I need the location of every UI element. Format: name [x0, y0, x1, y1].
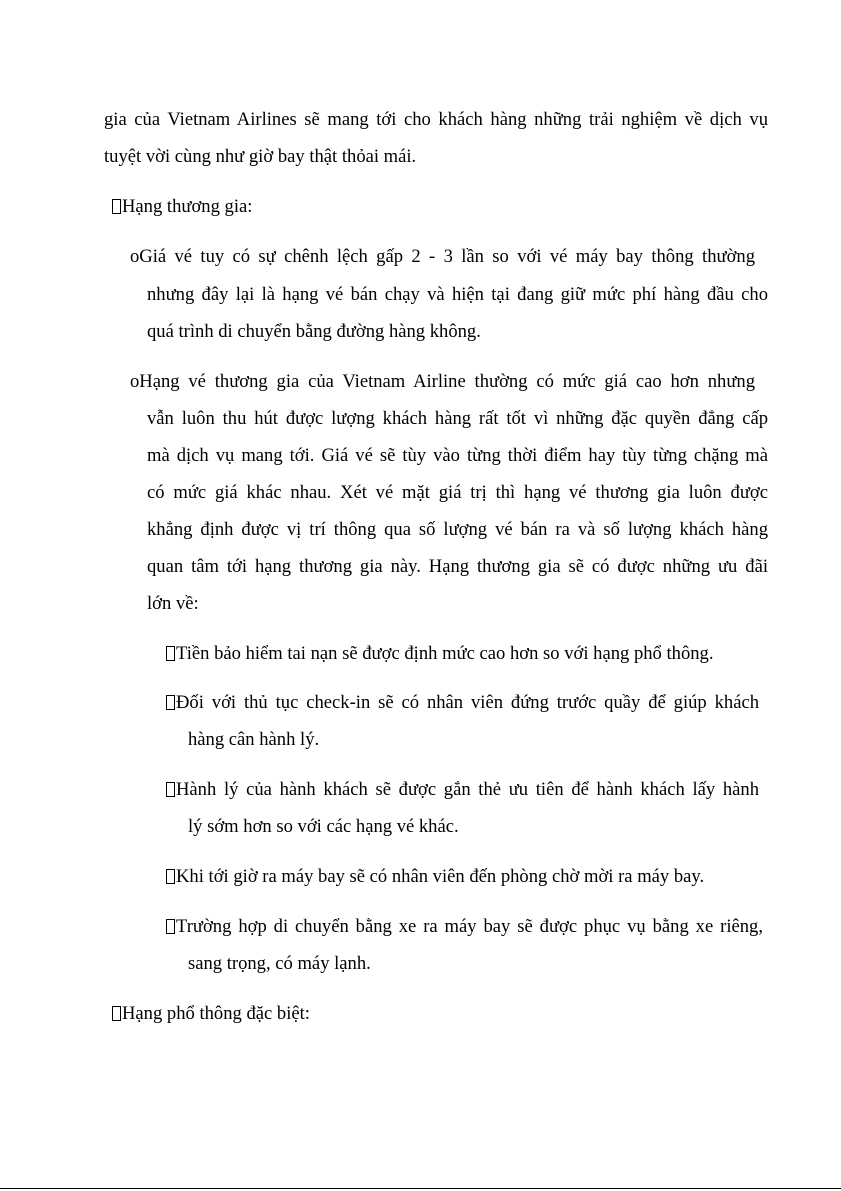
business-heading-text: Hạng thương gia: [122, 196, 253, 217]
benefit-item [166, 916, 763, 938]
bullet-box-icon [166, 869, 175, 884]
list-marker: o [130, 371, 140, 392]
business-p2-line-7: lớn về: [147, 593, 199, 614]
benefit-line-1: Trường hợp di chuyển bằng xe ra máy bay sẽ được phục vụ bằng xe riêng, [176, 916, 763, 937]
business-p1-line-1-text: Giá vé tuy có sự chênh lệch gấp 2 - 3 lần so với vé máy bay thông thường [139, 246, 755, 267]
intro-line-2: tuyệt vời cùng như giờ bay thật thỏai mái. [104, 146, 417, 167]
benefit-line-1: Đối với thủ tục check-in sẽ có nhân viên đứng trước quầy để giúp khách [176, 692, 759, 713]
premium-economy-heading [112, 1003, 310, 1025]
bullet-box-icon [112, 199, 121, 214]
business-p1-line-2: nhưng đây lại là hạng vé bán chạy và hiện tại đang giữ mức phí hàng đầu cho [147, 284, 768, 305]
business-p2-line-6: quan tâm tới hạng thương gia này. Hạng thương gia sẽ có được những ưu đãi [147, 556, 768, 577]
benefit-line-1: Hành lý của hành khách sẽ được gắn thẻ ưu tiên để hành khách lấy hành [176, 779, 759, 800]
business-p2-line-3: mà dịch vụ mang tới. Giá vé sẽ tùy vào từng thời điểm hay tùy từng chặng mà [147, 445, 768, 466]
bullet-box-icon [166, 646, 175, 661]
business-p2-line-4: có mức giá khác nhau. Xét vé mặt giá trị thì hạng vé thương gia luôn được [147, 482, 768, 503]
benefit-item [166, 779, 759, 801]
benefit-line-2: lý sớm hơn so với các hạng vé khác. [188, 816, 459, 837]
intro-line-1: gia của Vietnam Airlines sẽ mang tới cho khách hàng những trải nghiệm về dịch vụ [104, 109, 768, 130]
benefit-item [166, 866, 704, 888]
business-p1-line-1 [130, 246, 755, 268]
business-p2-line-1-text: Hạng vé thương gia của Vietnam Airline thường có mức giá cao hơn nhưng [139, 371, 755, 392]
benefit-item [166, 692, 759, 714]
business-heading [112, 196, 252, 218]
business-p2-line-1 [130, 371, 755, 393]
bullet-box-icon [112, 1006, 121, 1021]
page-bottom-rule [0, 1188, 841, 1189]
business-p1-line-3: quá trình di chuyển bằng đường hàng không. [147, 321, 481, 342]
bullet-box-icon [166, 782, 175, 797]
bullet-box-icon [166, 695, 175, 710]
business-p2-line-2: vẫn luôn thu hút được lượng khách hàng rất tốt vì những đặc quyền đẳng cấp [147, 408, 768, 429]
list-marker: o [130, 246, 140, 267]
benefit-line-1: Tiền bảo hiểm tai nạn sẽ được định mức cao hơn so với hạng phổ thông. [176, 643, 714, 664]
premium-economy-heading-text: Hạng phổ thông đặc biệt: [122, 1003, 310, 1024]
benefit-line-2: sang trọng, có máy lạnh. [188, 953, 371, 974]
benefit-item [166, 643, 714, 665]
business-p2-line-5: khẳng định được vị trí thông qua số lượng vé bán ra và số lượng khách hàng [147, 519, 768, 540]
benefit-line-2: hàng cân hành lý. [188, 729, 320, 750]
benefit-line-1: Khi tới giờ ra máy bay sẽ có nhân viên đến phòng chờ mời ra máy bay. [176, 866, 705, 887]
bullet-box-icon [166, 919, 175, 934]
